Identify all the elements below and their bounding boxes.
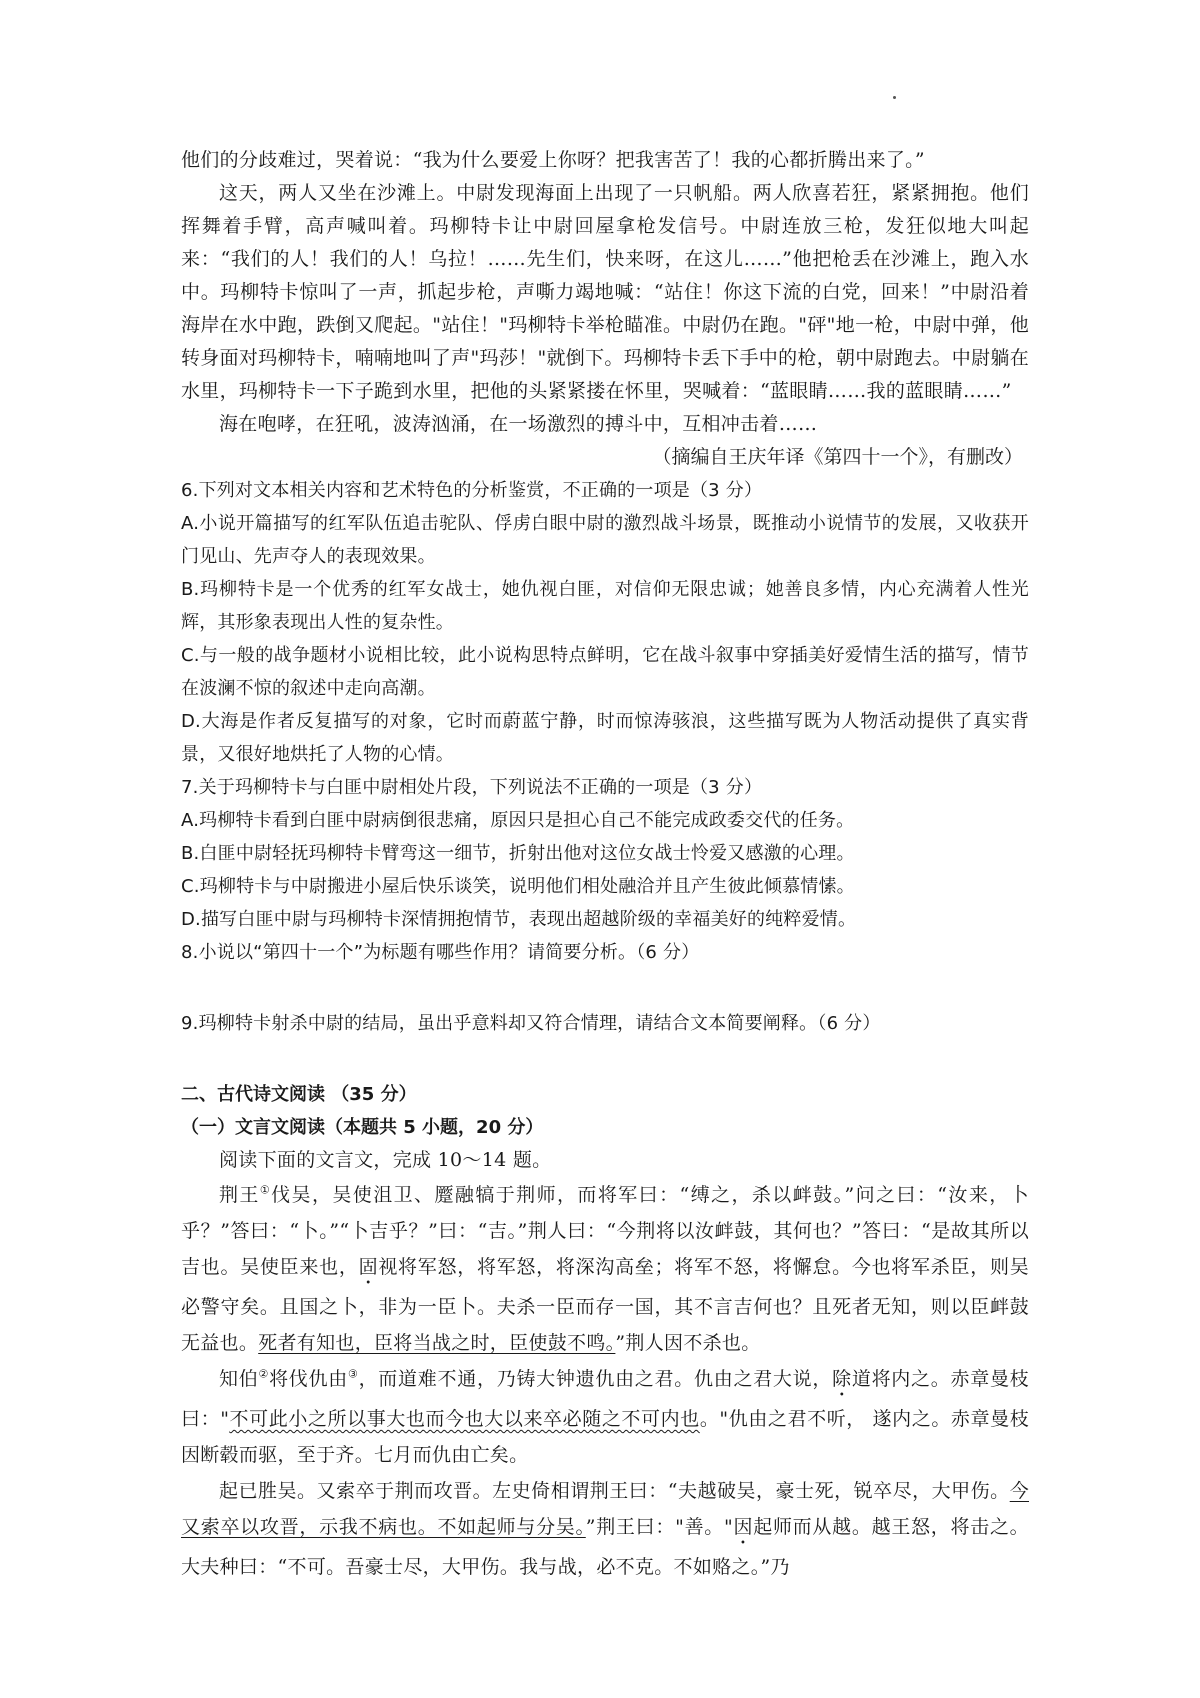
question-6-option-b: B.玛柳特卡是一个优秀的红军女战士，她仇视白匪，对信仰无限忠诚；她善良多情，内心充满着人性光辉，其形象表现出人性的复杂性。 [181, 579, 1029, 633]
question-9: 9.玛柳特卡射杀中尉的结局，虽出乎意料却又符合情理，请结合文本简要阐释。（6 分） [181, 1013, 881, 1034]
p2-text-a: 知伯 [219, 1368, 259, 1390]
underlined-sentence-1: 死者有知也，臣将当战之时，臣使鼓不鸣。 [258, 1332, 616, 1354]
footnote-marker-3: ③ [347, 1367, 359, 1381]
question-8: 8.小说以“第四十一个”为标题有哪些作用？请简要分析。（6 分） [181, 942, 700, 963]
footnote-marker-2: ② [258, 1367, 270, 1381]
p2-text-b: 将伐仇由 [269, 1368, 348, 1390]
question-6-option-c: C.与一般的战争题材小说相比较，此小说构思特点鲜明，它在战斗叙事中穿插美好爱情生活的描写，情节在波澜不惊的叙述中走向高潮。 [181, 645, 1029, 699]
p1-text-a: 荆王 [219, 1184, 260, 1206]
classical-paragraph-3 [181, 1473, 1029, 1585]
emphasis-char-yin: 因 [733, 1516, 754, 1538]
wavy-underlined-sentence: 不可此小之所以事大也而今也大以来卒必随之不可内也 [229, 1408, 700, 1430]
p3-text-a: 起已胜吴。又索卒于荆而攻晋。左史倚相谓荆王曰：“夫越破吴，豪士死，锐卒尽，大甲伤。 [219, 1480, 1010, 1502]
question-7-option-c: C.玛柳特卡与中尉搬进小屋后快乐谈笑，说明他们相处融洽并且产生彼此倾慕情愫。 [181, 876, 855, 897]
question-7-stem: 7.关于玛柳特卡与白匪中尉相处片段，下列说法不正确的一项是（3 分） [181, 777, 763, 798]
question-7-option-b: B.白匪中尉轻抚玛柳特卡臂弯这一细节，折射出他对这位女战士怜爱又感激的心理。 [181, 843, 855, 864]
question-7-option-d: D.描写白匪中尉与玛柳特卡深情拥抱情节，表现出超越阶级的幸福美好的纯粹爱情。 [181, 909, 857, 930]
scan-speck [893, 96, 896, 99]
p3-text-b: ”荆王曰："善。" [585, 1516, 734, 1538]
classical-paragraph-2 [181, 1361, 1029, 1473]
story-paragraph-2: 这天，两人又坐在沙滩上。中尉发现海面上出现了一只帆船。两人欣喜若狂，紧紧拥抱。他们挥舞着手臂，高声喊叫着。玛柳特卡让中尉回屋拿枪发信号。中尉连放三枪，发狂似地大叫起来：“我们的人！我们的人！乌拉！……先生们，快来呀，在这儿……”他把枪丢在沙滩上，跑入水中。玛柳特卡惊叫了一声，抓起步枪，声嘶力竭地喊：“站住！你这下流的白党，回来！”中尉沿着海岸在水中跑，跌倒又爬起。"站住！"玛柳特卡举枪瞄准。中尉仍在跑。"砰"地一枪，中尉中弹，他转身面对玛柳特卡，喃喃地叫了声"玛莎！"就倒下。玛柳特卡丢下手中的枪，朝中尉跑去。中尉躺在水里，玛柳特卡一下子跪到水里，把他的头紧紧搂在怀里，哭喊着：“蓝眼睛……我的蓝眼睛……” [181, 182, 1029, 402]
p1-text-d: 视将军怒，将军怒，将深沟高垒；将军不怒，将懈怠。今也将军杀臣，则吴必警守矣。且国之卜，非为一臣卜。夫杀一臣而存一国，其不言吉何也？且死者无知，则以臣衅鼓无益也。 [181, 1256, 1029, 1354]
answer-space-9 [181, 1040, 1029, 1078]
p3-text-d: 起师而从越。越王怒，将击之。大夫种曰：“不可。吾豪士尽，大甲伤。我与战，必不克。不如赂之。”乃 [181, 1516, 1029, 1578]
p1-text-b: 伐吴，吴使沮卫、蹷融犒于荆师，而将军曰：“缚之，杀以衅鼓。”问之曰：“汝来，卜乎？”答曰：“卜。”“卜吉乎？”曰：“吉。”荆人曰：“今荆将以汝衅鼓，其何也？”答曰：“是故其所以吉也。吴使臣来也， [181, 1184, 1029, 1278]
footnote-marker-1: ① [259, 1183, 272, 1197]
question-7-option-a: A.玛柳特卡看到白匪中尉病倒很悲痛，原因只是担心自己不能完成政委交代的任务。 [181, 810, 855, 831]
question-6-option-d: D.大海是作者反复描写的对象，它时而蔚蓝宁静，时而惊涛骇浪，这些描写既为人物活动提供了真实背景，又很好地烘托了人物的心情。 [181, 711, 1029, 765]
classical-paragraph-1 [181, 1177, 1029, 1361]
page-content [181, 144, 1029, 1585]
story-paragraph-3: 海在咆哮，在狂吼，波涛汹涌，在一场激烈的搏斗中，互相冲击着…… [219, 413, 818, 435]
emphasis-char-chu: 除 [832, 1368, 852, 1390]
subsection-heading: （一）文言文阅读（本题共 5 小题，20 分） [181, 1117, 544, 1138]
answer-space-8 [181, 969, 1029, 1007]
p2-text-c: ，而道难不通，乃铸大钟遗仇由之君。仇由之君大说， [358, 1368, 833, 1390]
reading-instruction: 阅读下面的文言文，完成 10～14 题。 [219, 1149, 552, 1171]
story-paragraph-1: 他们的分歧难过，哭着说：“我为什么要爱上你呀？把我害苦了！我的心都折腾出来了。” [181, 149, 925, 171]
p1-text-e: ”荆人因不杀也。 [615, 1332, 761, 1354]
emphasis-char-gu: 固 [358, 1256, 379, 1278]
question-6-stem: 6.下列对文本相关内容和艺术特色的分析鉴赏，不正确的一项是（3 分） [181, 480, 763, 501]
story-source: （摘编自王庆年译《第四十一个》，有删改） [652, 446, 1023, 468]
section-heading: 二、古代诗文阅读 （35 分） [181, 1084, 417, 1105]
p2-text-f: 。"仇由之君不听， 遂内之。赤章曼枝因断毂而驱，至于齐。七月而仇由亡矣。 [181, 1408, 1030, 1466]
underlined-sentence-2: 今又索卒以攻晋，示我不病也。不如起师与分吴。 [181, 1480, 1029, 1538]
p2-text-e: 道将内之。赤章曼枝曰：" [181, 1368, 1029, 1430]
question-6-option-a: A.小说开篇描写的红军队伍追击驼队、俘虏白眼中尉的激烈战斗场景，既推动小说情节的发展，又收获开门见山、先声夺人的表现效果。 [181, 513, 1029, 567]
